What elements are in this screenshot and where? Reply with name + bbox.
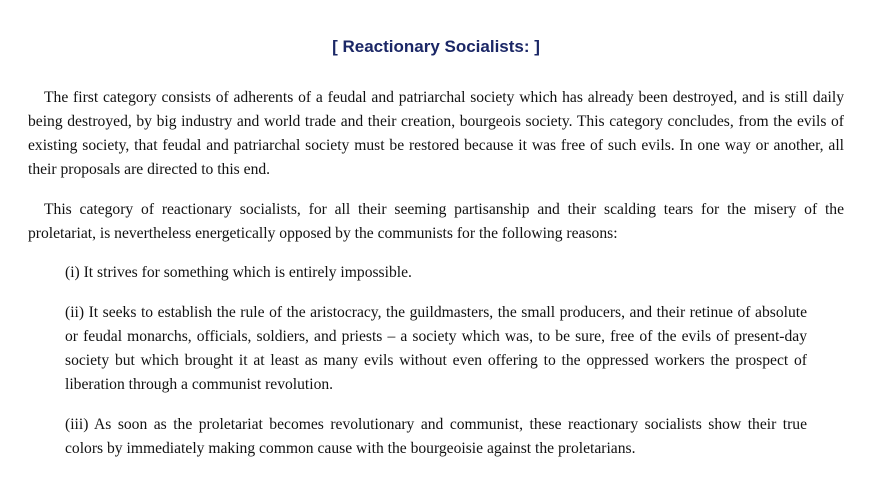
reason-item-2: (ii) It seeks to establish the rule of the aristocracy, the guildmasters, the small producers, and their retinue of absolute or feudal monarchs, officials, soldiers, and priests – a society which was, to be sure, free of the evils of present-day society but which brought it at least as many evils without even offering to the oppressed workers the prospect of liberation through a communist revolution. (65, 304, 807, 393)
section-heading: [ Reactionary Socialists: ] (332, 37, 540, 56)
reason-item-1: (i) It strives for something which is entirely impossible. (65, 264, 412, 281)
paragraph-opposition: This category of reactionary socialists, for all their seeming partisanship and their scalding tears for the misery of the proletariat, is nevertheless energetically opposed by the communists for the following reasons: (28, 201, 844, 242)
reason-item-3: (iii) As soon as the proletariat becomes revolutionary and communist, these reactionary socialists show their true colors by immediately making common cause with the bourgeoisie against the proletarians. (65, 416, 807, 457)
paragraph-first-category: The first category consists of adherents of a feudal and patriarchal society which has already been destroyed, and is still daily being destroyed, by big industry and world trade and their creation, bourgeois society. This category concludes, from the evils of existing society, that feudal and patriarchal society must be restored because it was free of such evils. In one way or another, all their proposals are directed to this end. (28, 89, 844, 178)
